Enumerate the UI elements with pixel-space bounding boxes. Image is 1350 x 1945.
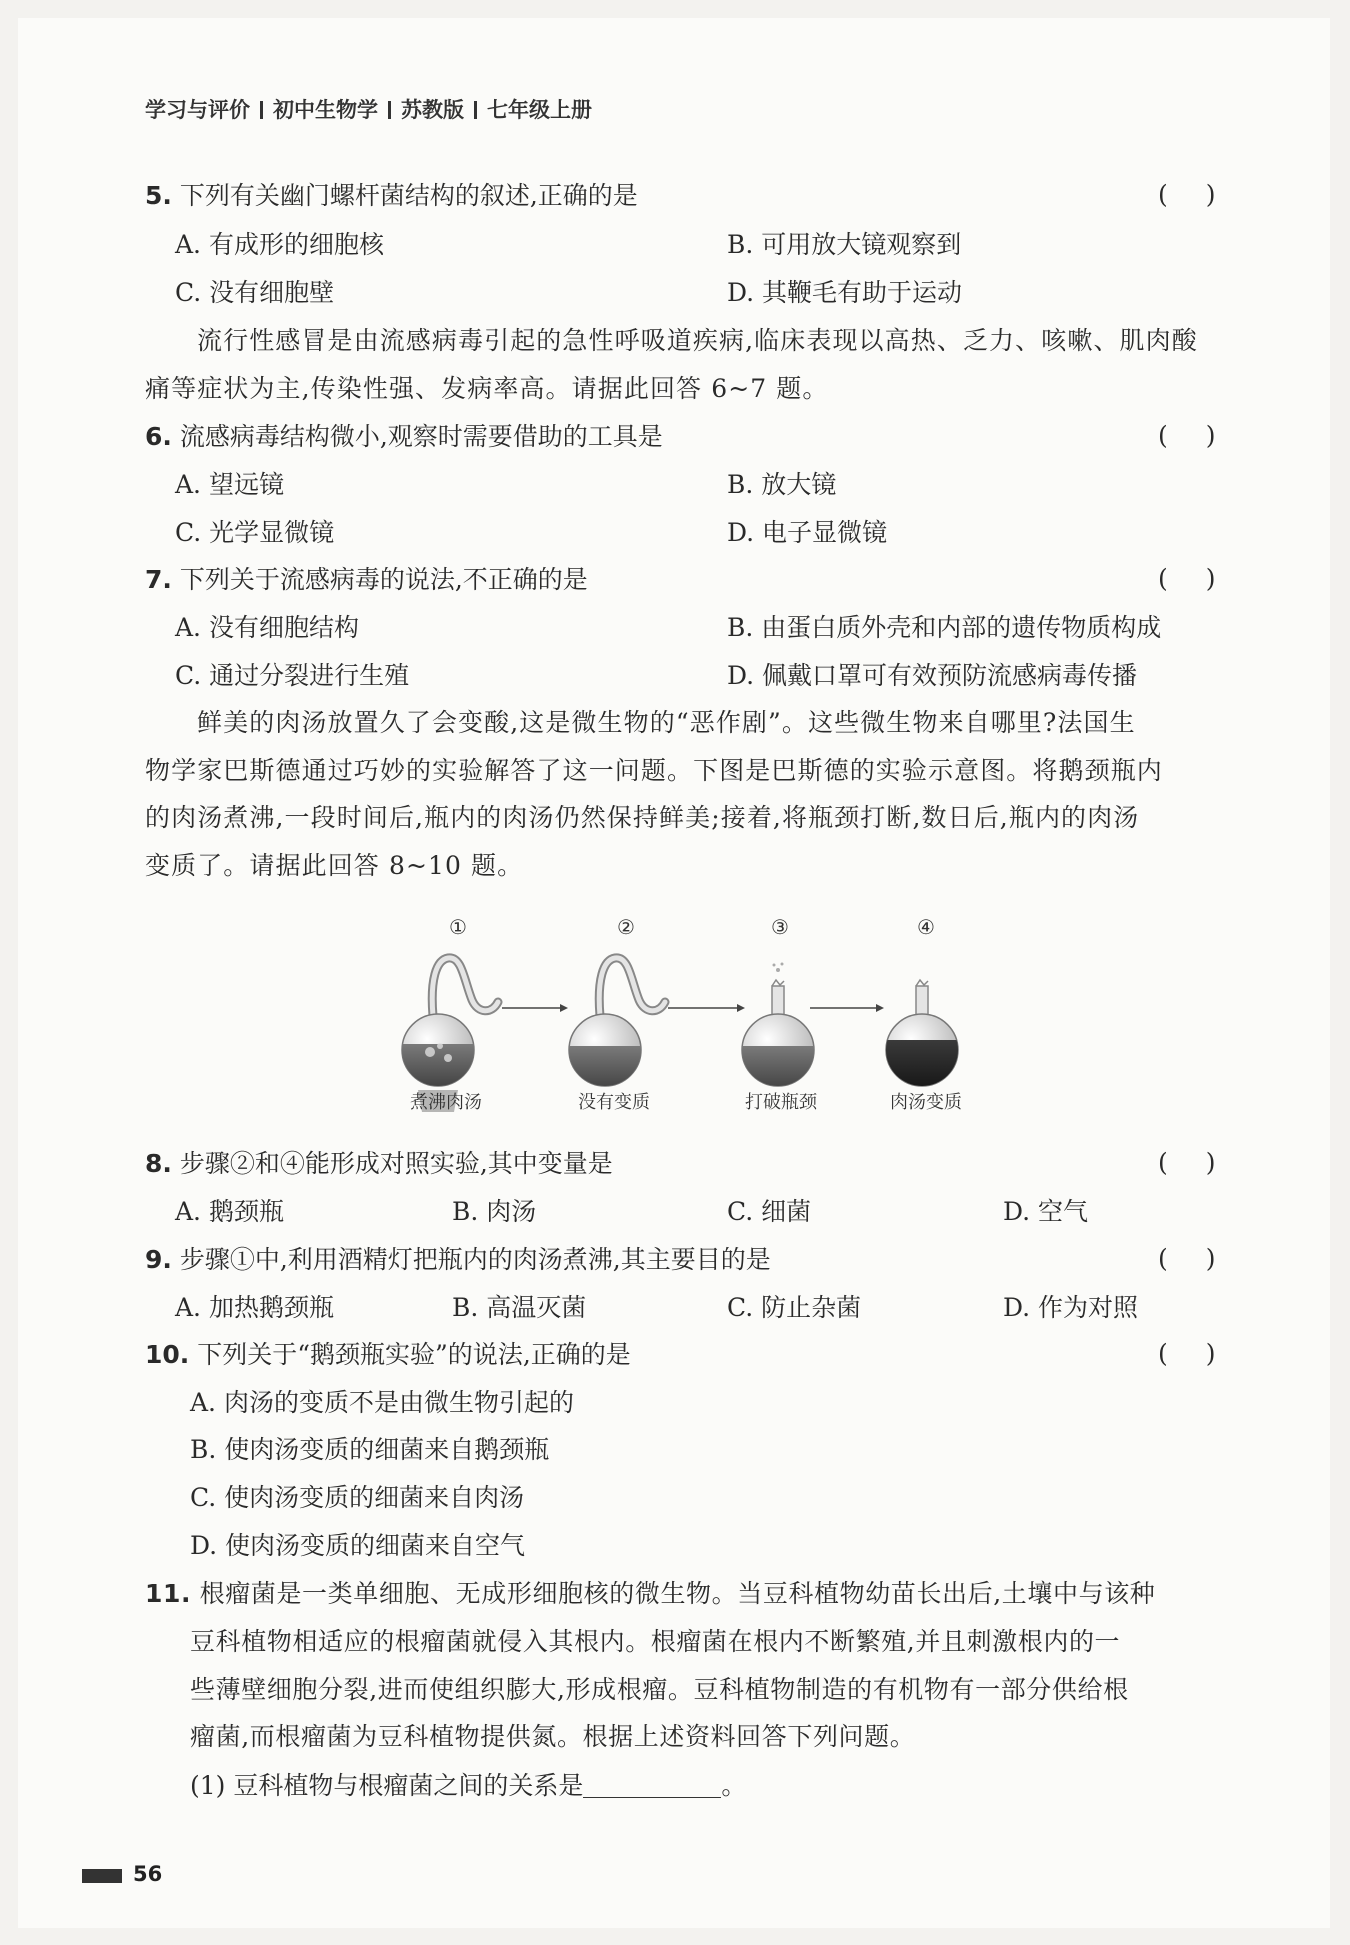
question-7-stem: 7. 下列关于流感病毒的说法,不正确的是	[145, 565, 588, 594]
answer-parentheses: ()	[1158, 421, 1254, 450]
figure-label: 肉汤变质	[890, 1092, 962, 1113]
question-10-option-c: C. 使肉汤变质的细菌来自肉汤	[190, 1483, 525, 1512]
running-header	[145, 94, 592, 124]
question-6-option-c: C. 光学显微镜	[175, 518, 335, 547]
question-5-option-c: C. 没有细胞壁	[175, 278, 335, 307]
flask-not-spoiled	[560, 958, 665, 1096]
question-11-stem-line: 瘤菌,而根瘤菌为豆科植物提供氮。根据上述资料回答下列问题。	[190, 1722, 916, 1751]
flask-spoiled	[877, 980, 967, 1096]
question-5-option-d: D. 其鞭毛有助于运动	[727, 278, 963, 307]
swan-neck-flask-figure	[400, 910, 990, 1125]
header-book-title: 学习与评价	[145, 98, 250, 122]
question-11-stem-line: 些薄壁细胞分裂,进而使组织膨大,形成根瘤。豆科植物制造的有机物有一部分供给根	[190, 1675, 1129, 1704]
answer-parentheses: ()	[1158, 1244, 1254, 1273]
question-5-option-a: A. 有成形的细胞核	[175, 230, 384, 259]
question-9-stem: 9. 步骤①中,利用酒精灯把瓶内的肉汤煮沸,其主要目的是	[145, 1245, 771, 1274]
question-8-option-b: B. 肉汤	[452, 1197, 537, 1226]
passage-1-line: 流行性感冒是由流感病毒引起的急性呼吸道疾病,临床表现以高热、乏力、咳嗽、肌肉酸	[197, 326, 1198, 355]
question-6-option-d: D. 电子显微镜	[727, 518, 888, 547]
question-11-stem-line: 豆科植物相适应的根瘤菌就侵入其根内。根瘤菌在根内不断繁殖,并且刺激根内的一	[190, 1627, 1121, 1656]
question-8-stem: 8. 步骤②和④能形成对照实验,其中变量是	[145, 1149, 613, 1178]
header-separator	[260, 101, 263, 119]
header-separator	[474, 101, 477, 119]
question-8-option-c: C. 细菌	[727, 1197, 812, 1226]
header-grade: 七年级上册	[487, 98, 592, 122]
flask-broken-neck	[733, 963, 823, 1097]
question-9-option-a: A. 加热鹅颈瓶	[175, 1293, 334, 1322]
passage-2-line: 物学家巴斯德通过巧妙的实验解答了这一问题。下图是巴斯德的实验示意图。将鹅颈瓶内	[145, 756, 1163, 785]
question-10-option-d: D. 使肉汤变质的细菌来自空气	[190, 1531, 526, 1560]
question-7-option-b: B. 由蛋白质外壳和内部的遗传物质构成	[727, 613, 1162, 642]
figure-label: 打破瓶颈	[745, 1092, 817, 1113]
answer-parentheses: ()	[1158, 564, 1254, 593]
figure-label: 煮沸肉汤	[410, 1092, 482, 1113]
question-10-stem: 10. 下列关于“鹅颈瓶实验”的说法,正确的是	[145, 1340, 631, 1369]
question-10-option-b: B. 使肉汤变质的细菌来自鹅颈瓶	[190, 1435, 550, 1464]
figure-step-number: ②	[617, 915, 635, 939]
question-11-sub-1: (1) 豆科植物与根瘤菌之间的关系是 。	[190, 1771, 747, 1800]
question-5-option-b: B. 可用放大镜观察到	[727, 230, 962, 259]
question-7-option-a: A. 没有细胞结构	[175, 613, 359, 642]
answer-parentheses: ()	[1158, 1148, 1254, 1177]
question-5-stem: 5. 下列有关幽门螺杆菌结构的叙述,正确的是	[145, 181, 638, 210]
question-9-option-c: C. 防止杂菌	[727, 1293, 862, 1322]
question-7-option-d: D. 佩戴口罩可有效预防流感病毒传播	[727, 661, 1138, 690]
question-8-option-d: D. 空气	[1003, 1197, 1089, 1226]
figure-step-number: ④	[917, 915, 935, 939]
question-6-option-b: B. 放大镜	[727, 470, 837, 499]
question-11-stem-line: 11. 根瘤菌是一类单细胞、无成形细胞核的微生物。当豆科植物幼苗长出后,土壤中与该种	[145, 1579, 1156, 1608]
header-separator	[388, 101, 391, 119]
figure-step-number: ①	[449, 915, 467, 939]
header-subject: 初中生物学	[273, 98, 378, 122]
page-number-bar	[82, 1869, 122, 1883]
passage-2-line: 变质了。请据此回答 8~10 题。	[145, 851, 524, 880]
header-edition: 苏教版	[401, 98, 464, 122]
page-number: 56	[133, 1862, 163, 1886]
figure-step-number: ③	[771, 915, 789, 939]
passage-2-line: 鲜美的肉汤放置久了会变酸,这是微生物的“恶作剧”。这些微生物来自哪里?法国生	[197, 708, 1136, 737]
figure-label: 没有变质	[578, 1092, 650, 1113]
question-8-option-a: A. 鹅颈瓶	[175, 1197, 284, 1226]
question-7-option-c: C. 通过分裂进行生殖	[175, 661, 410, 690]
answer-parentheses: ()	[1158, 180, 1254, 209]
question-6-option-a: A. 望远镜	[175, 470, 284, 499]
question-6-stem: 6. 流感病毒结构微小,观察时需要借助的工具是	[145, 422, 663, 451]
question-9-option-b: B. 高温灭菌	[452, 1293, 587, 1322]
passage-2-line: 的肉汤煮沸,一段时间后,瓶内的肉汤仍然保持鲜美;接着,将瓶颈打断,数日后,瓶内的肉汤	[145, 803, 1140, 832]
answer-blank[interactable]	[583, 1773, 721, 1798]
question-10-option-a: A. 肉汤的变质不是由微生物引起的	[190, 1388, 574, 1417]
answer-parentheses: ()	[1158, 1339, 1254, 1368]
passage-1-line: 痛等症状为主,传染性强、发病率高。请据此回答 6~7 题。	[145, 374, 829, 403]
question-9-option-d: D. 作为对照	[1003, 1293, 1139, 1322]
